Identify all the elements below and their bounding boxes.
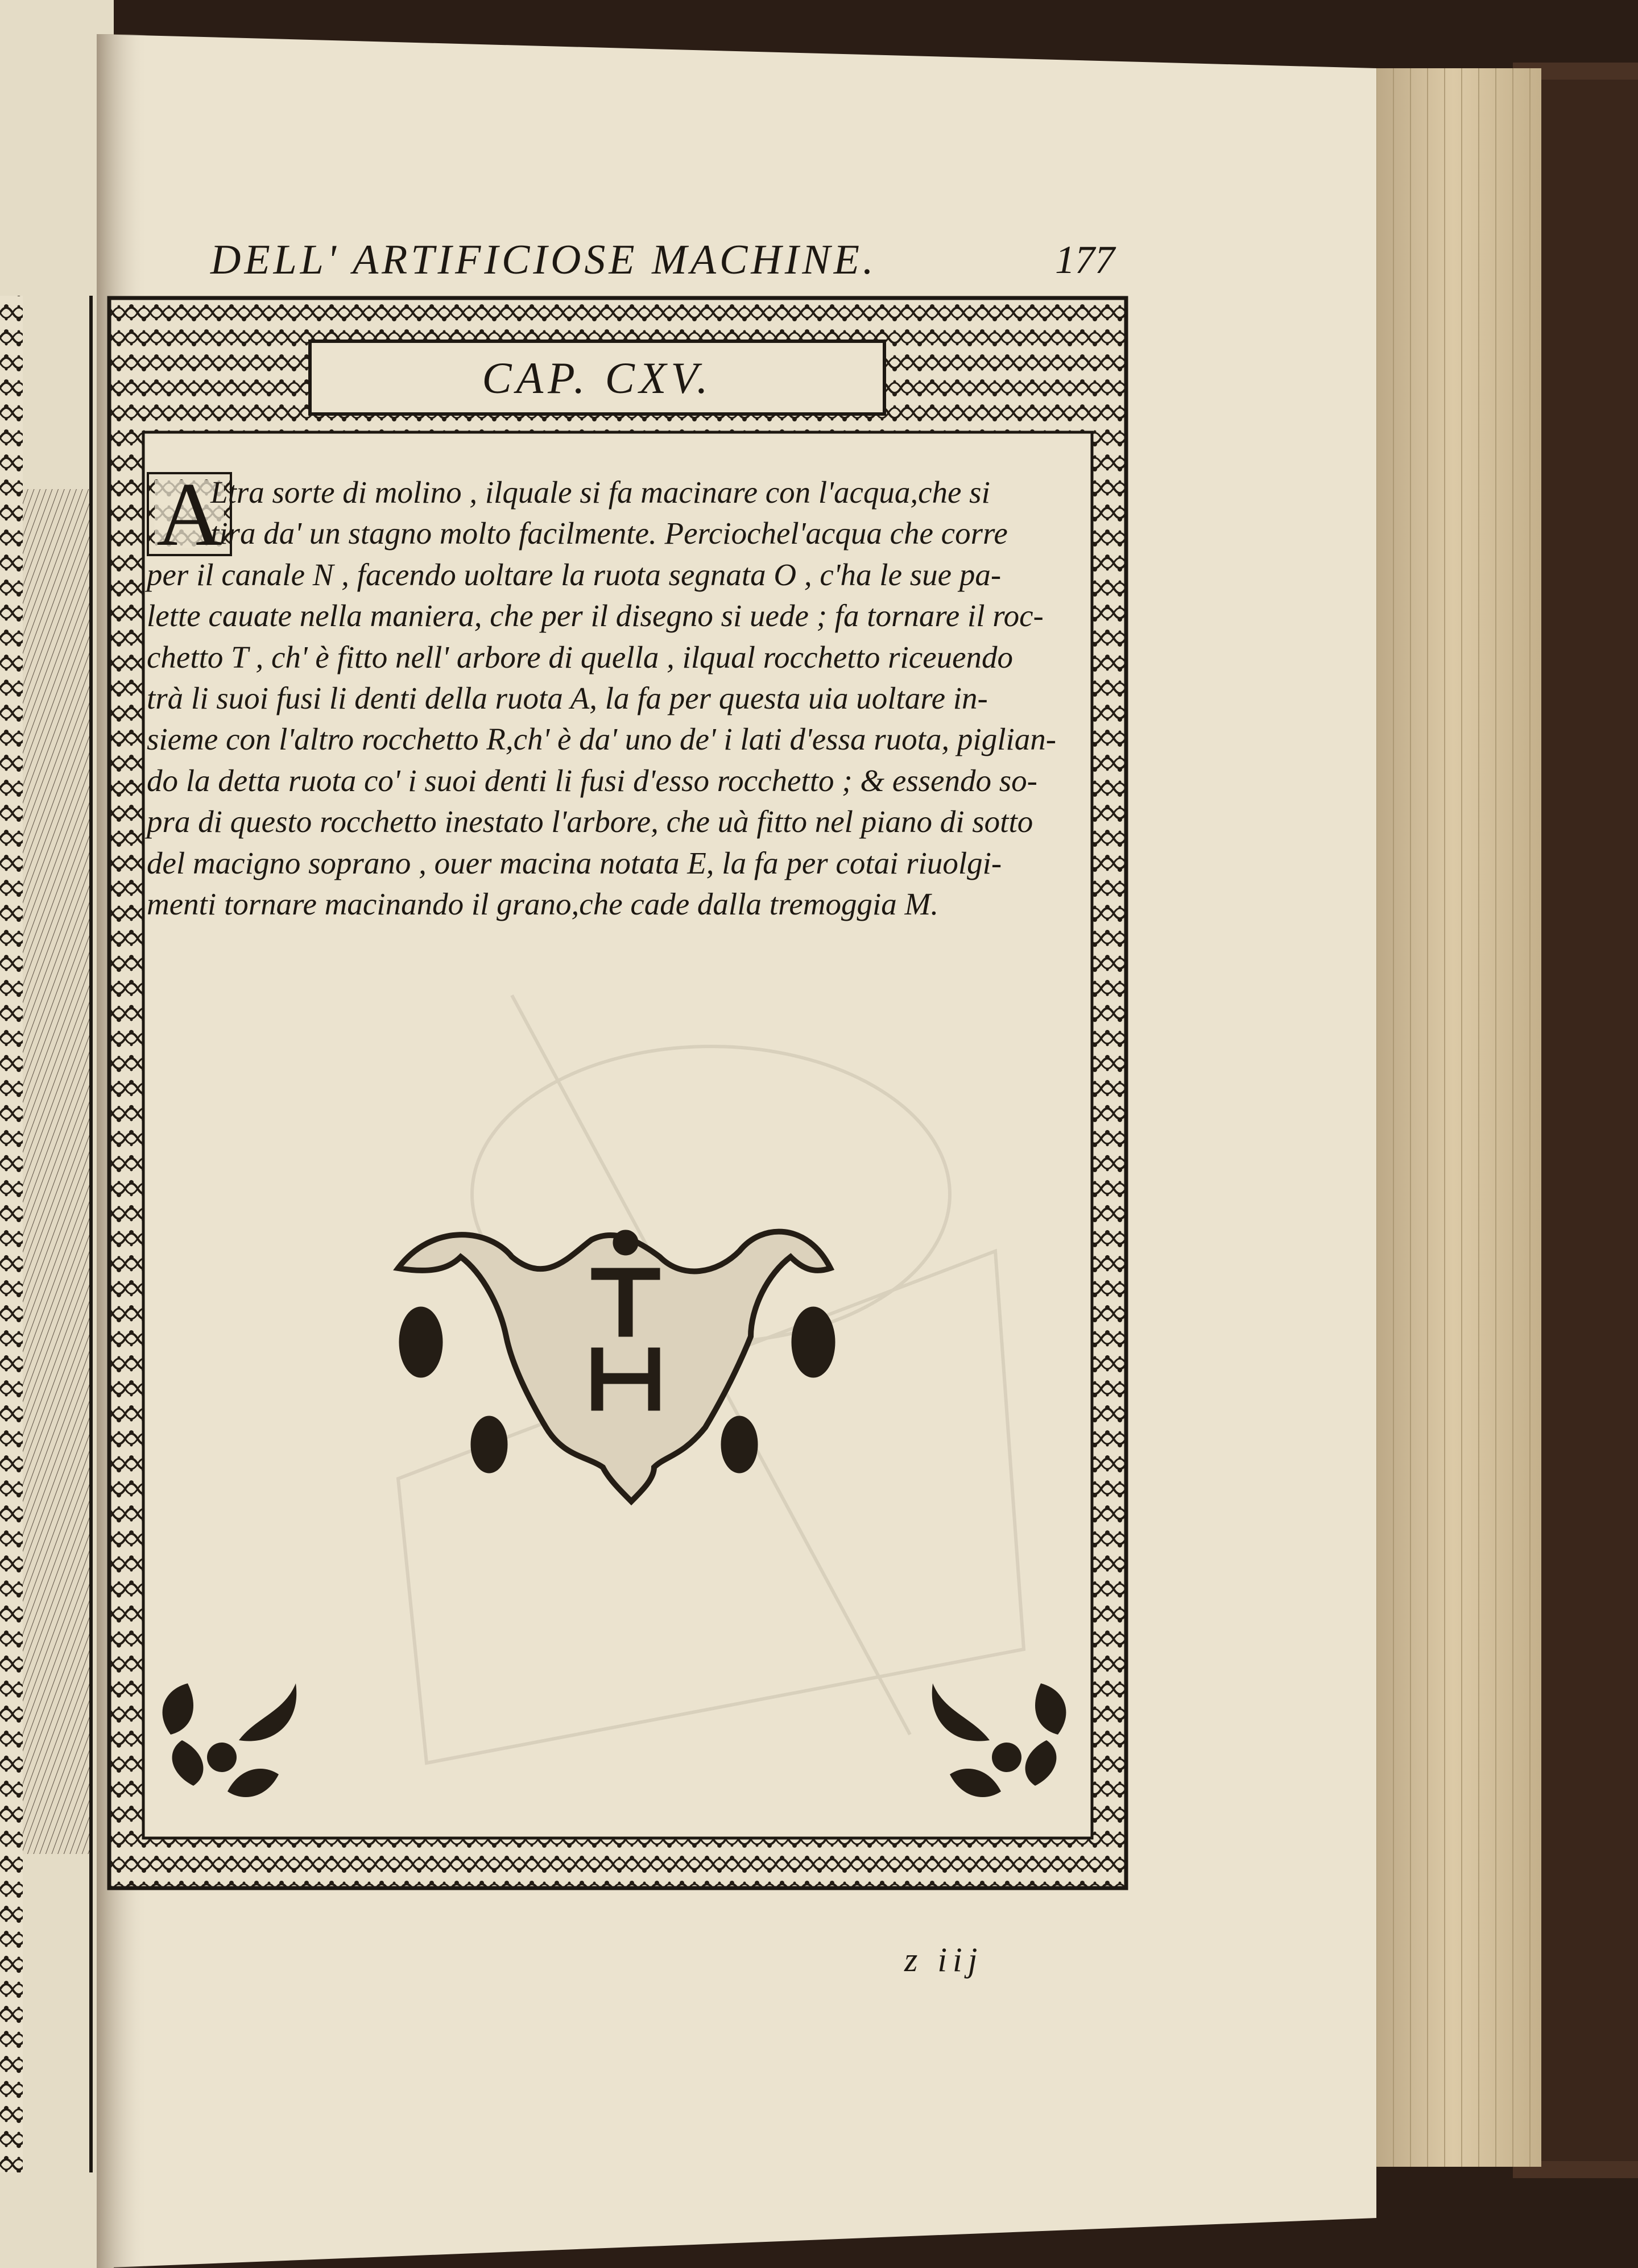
body-text: [147, 463, 1117, 984]
text-line: per il canale N , facendo uoltare la ruota segnata O , c'ha le sue pa-: [147, 557, 1002, 592]
text-line: pra di questo rocchetto inestato l'arbore, che uà fitto nel piano di sotto: [147, 804, 1033, 839]
text-line: trà li suoi fusi li denti della ruota A, la fa per questa uia uoltare in-: [147, 680, 988, 715]
chapter-title: CAP. CXV.: [482, 353, 713, 403]
text-line: menti tornare macinando il grano,che cade dalla tremoggia M.: [147, 886, 939, 921]
text-line: sieme con l'altro rocchetto R,ch' è da' uno de' i lati d'essa ruota, piglian-: [147, 722, 1057, 757]
text-line: tira da' un stagno molto facilmente. Perciochel'acqua che corre: [210, 516, 1008, 551]
text-line: Ltra sorte di molino , ilquale si fa macinare con l'acqua,che si: [210, 475, 990, 510]
text-line: lette cauate nella maniera, che per il disegno si uede ; fa tornare il roc-: [147, 598, 1044, 634]
page-number: 177: [1055, 238, 1115, 282]
text-line: do la detta ruota co' i suoi denti li fusi d'esso rocchetto ; & essendo so-: [147, 763, 1037, 798]
text-line: del macigno soprano , ouer macina notata E, la fa per cotai riuolgi-: [147, 845, 1002, 880]
signature-mark: z iij: [904, 1941, 983, 1979]
dropcap-letter: A: [156, 463, 222, 565]
running-head: DELL' ARTIFICIOSE MACHINE.: [210, 237, 877, 283]
text-line: chetto T , ch' è fitto nell' arbore di quella , ilqual rocchetto riceuendo: [147, 639, 1014, 674]
